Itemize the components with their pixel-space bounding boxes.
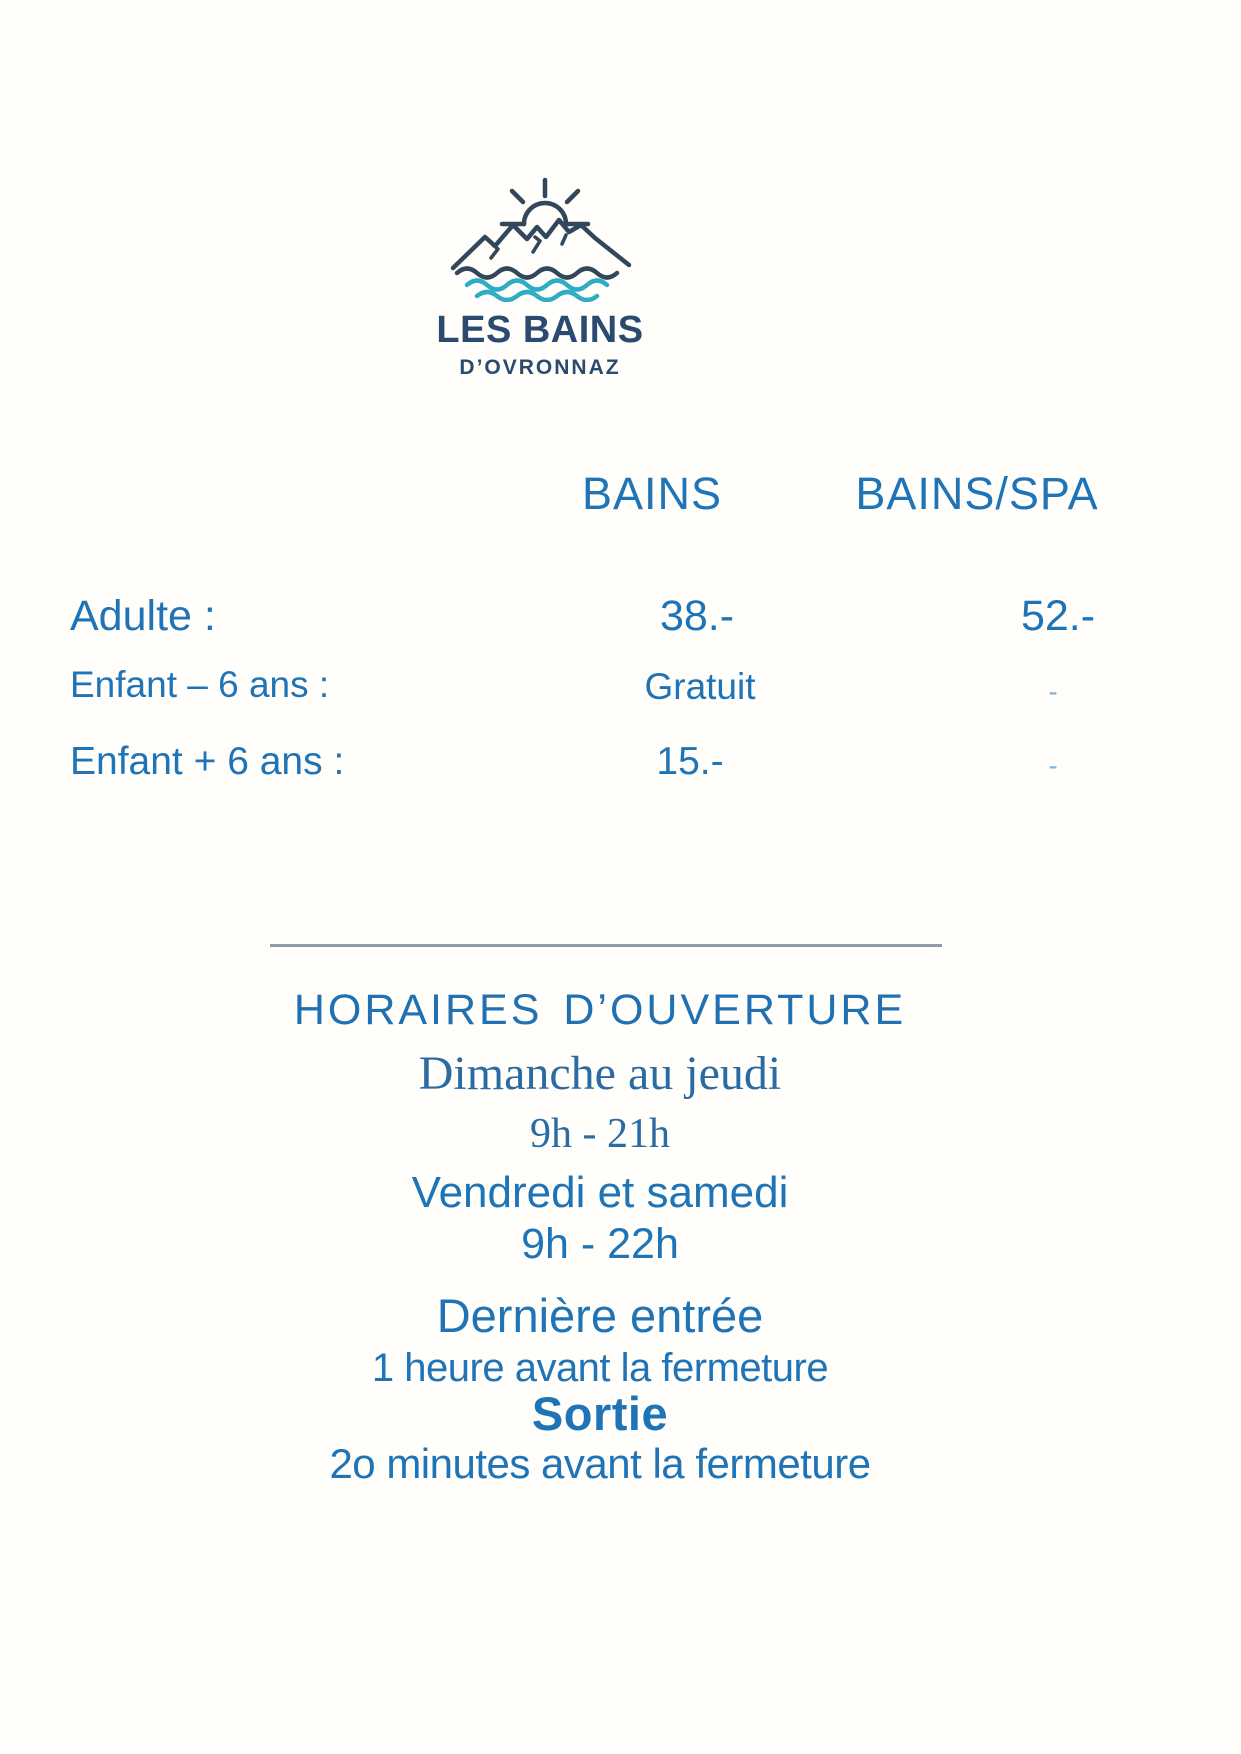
section-divider <box>270 944 942 947</box>
last-entry-detail: 1 heure avant la fermeture <box>371 1346 829 1390</box>
friday-saturday-label: Vendredi et samedi <box>411 1168 789 1217</box>
last-entry-title: Dernière entrée <box>436 1289 764 1342</box>
column-header-bains-spa: BAINS/SPA <box>855 468 1099 519</box>
price-adulte-bains-spa: 52.- <box>1020 592 1096 640</box>
friday-saturday-time: 9h - 22h <box>521 1220 679 1268</box>
price-row-label-enfant-moins-6: Enfant – 6 ans : <box>70 664 330 705</box>
mountains-icon <box>453 220 629 268</box>
exit-detail: 2o minutes avant la fermeture <box>329 1440 871 1487</box>
price-row-label-adulte: Adulte : <box>70 592 216 640</box>
hours-title: HORAIRES D’OUVERTURE <box>293 986 907 1034</box>
price-row-label-enfant-plus-6: Enfant + 6 ans : <box>70 740 345 783</box>
waves-icon <box>457 269 617 301</box>
price-enfant-moins-6-bains: Gratuit <box>644 666 756 707</box>
column-header-bains: BAINS <box>581 468 723 519</box>
sun-mountains-waves-icon <box>445 170 635 302</box>
sunday-thursday-label: Dimanche au jeudi <box>418 1047 782 1100</box>
logo-subtitle: D’OVRONNAZ <box>459 356 621 379</box>
logo-title: LES BAINS <box>436 309 644 351</box>
sunday-thursday-time: 9h - 21h <box>530 1111 670 1157</box>
price-enfant-plus-6-bains: 15.- <box>656 740 724 783</box>
price-enfant-plus-6-bains-spa: - <box>1048 750 1058 781</box>
price-enfant-moins-6-bains-spa: - <box>1048 676 1058 707</box>
price-adulte-bains: 38.- <box>659 592 735 640</box>
sun-icon <box>502 180 588 224</box>
exit-title: Sortie <box>531 1387 669 1440</box>
les-bains-logo <box>425 170 655 380</box>
